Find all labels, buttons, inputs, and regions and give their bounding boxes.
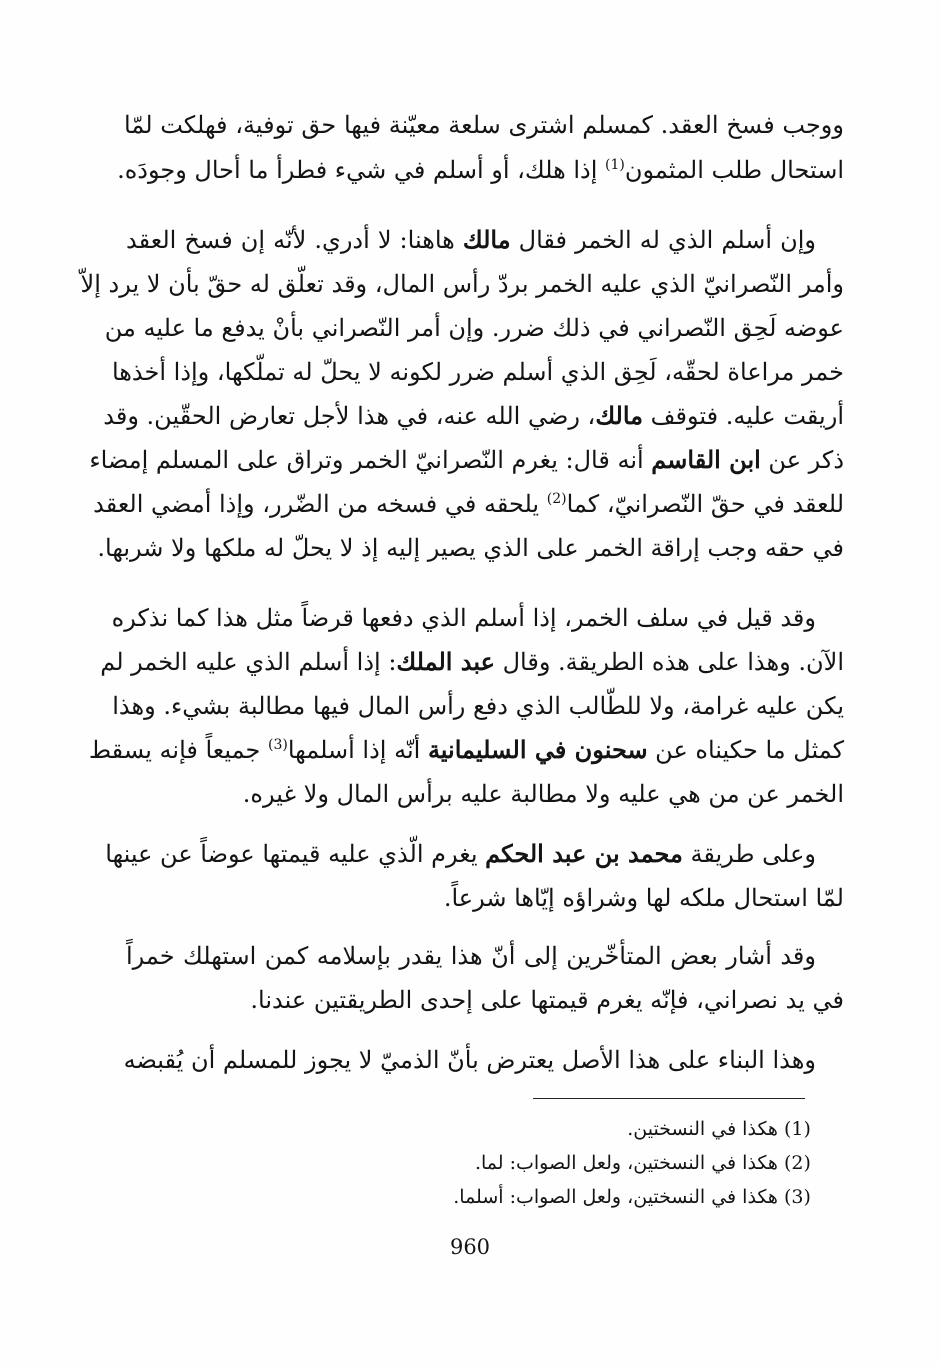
text-line xyxy=(126,936,816,976)
text-run: يلحقه في فسخه من الضّرر، وإذا أمضي العقد xyxy=(93,490,547,518)
footnote-number: (3) xyxy=(784,1186,811,1208)
text-run: ذكر عن xyxy=(760,446,844,474)
text-run: خمر مراعاة لحقّه، لَحِق الذي أسلم ضرر لكونه لا يحلّ له تملّكها، وإذا أخذها xyxy=(111,358,844,386)
text-run: ووجب فسخ العقد. كمسلم اشترى سلعة معيّنة فيها حق توفية، فهلكت لمّا xyxy=(124,111,844,139)
text-run: ، رضي الله عنه، في هذا لأجل تعارض الحقّين. وقد xyxy=(103,402,596,430)
text-line xyxy=(124,105,844,145)
name-highlight: مالك xyxy=(595,401,644,430)
text-run: وقد قيل في سلف الخمر، إذا أسلم الذي دفعها قرضاً مثل هذا كما نذكره xyxy=(111,604,816,632)
text-run: وعلى طريقة xyxy=(682,840,816,868)
text-run: وقد أشار بعض المتأخّرين إلى أنّ هذا يقدر بإسلامه كمن استهلك خمراً xyxy=(126,942,816,970)
footnote-ref: (3) xyxy=(267,737,288,753)
name-highlight: عبد الملك xyxy=(396,647,495,676)
text-line xyxy=(100,642,844,682)
footnote-number: (1) xyxy=(784,1118,811,1140)
text-run: : إذا أسلم الذي عليه الخمر لم xyxy=(100,648,397,676)
text-line xyxy=(123,1040,816,1080)
text-run: لمّا استحال ملكه لها وشراؤه إيّاها شرعاً. xyxy=(443,884,844,912)
text-run: جميعاً فإنه يسقط xyxy=(88,736,268,764)
footnote-text: هكذا في النسختين، ولعل الصواب: أسلما. xyxy=(453,1186,778,1208)
text-run: في حقه وجب إراقة الخمر على الذي يصير إليه إذ لا يحلّ له ملكها ولا شربها. xyxy=(97,534,844,562)
text-line xyxy=(88,730,844,770)
footnote-1 xyxy=(420,1114,820,1144)
text-line xyxy=(103,396,844,436)
text-line xyxy=(105,834,816,874)
text-run: استحال طلب المثمون xyxy=(624,156,844,184)
name-highlight: مالك xyxy=(462,225,511,254)
footnote-ref: (1) xyxy=(605,157,625,173)
text-run: عوضه لَحِق النّصراني في ذلك ضرر. وإن أمر النّصراني بأنْ يدفع ما عليه من xyxy=(104,314,844,342)
footnote-number: (2) xyxy=(784,1152,811,1174)
text-run: وإن أسلم الذي له الخمر فقال xyxy=(510,226,816,254)
text-line xyxy=(80,264,844,304)
text-line xyxy=(97,528,844,568)
footnote-2 xyxy=(420,1148,820,1178)
text-run: الخمر عن من هي عليه ولا مطالبة عليه برأس المال ولا غيره. xyxy=(242,780,844,808)
text-line xyxy=(111,352,844,392)
footnote-ref: (2) xyxy=(546,491,567,507)
text-line xyxy=(124,980,844,1020)
footnote-text: هكذا في النسختين. xyxy=(627,1118,778,1140)
text-run: أنه قال: يغرم النّصرانيّ الخمر وتراق على المسلم إمضاء xyxy=(89,446,652,474)
text-run: أريقت عليه. فتوقف xyxy=(643,402,844,430)
text-run: يغرم الّذي عليه قيمتها عوضاً عن عينها xyxy=(105,840,486,868)
text-line xyxy=(126,220,816,260)
text-line xyxy=(117,150,844,190)
text-line xyxy=(93,484,844,524)
name-highlight: ابن القاسم xyxy=(651,445,761,474)
footnote-text: هكذا في النسختين، ولعل الصواب: لما. xyxy=(474,1152,778,1174)
text-run: كمثل ما حكيناه عن xyxy=(647,736,844,764)
name-highlight: محمد بن عبد الحكم xyxy=(485,839,683,868)
text-line xyxy=(124,878,844,918)
text-run: وأمر النّصرانيّ الذي عليه الخمر بردّ رأس المال، وقد تعلّق له حقّ بأن لا يرد إلاّ xyxy=(80,270,844,298)
text-run: في يد نصراني، فإنّه يغرم قيمتها على إحدى الطريقتين عندنا. xyxy=(250,986,844,1014)
text-line xyxy=(104,308,844,348)
footnote-3 xyxy=(420,1182,820,1212)
text-line xyxy=(124,774,844,814)
footnote-separator xyxy=(533,1098,805,1099)
name-highlight: سحنون في السليمانية xyxy=(427,735,648,764)
text-line xyxy=(89,440,844,480)
text-run: يكن عليه غرامة، ولا للطّالب الذي دفع رأس المال فيها مطالبة بشيء. وهذا xyxy=(112,692,844,720)
text-run: أنّه إذا أسلمها xyxy=(287,736,428,764)
text-run: للعقد في حقّ النّصرانيّ، كما xyxy=(566,490,844,518)
text-run: الآن. وهذا على هذه الطريقة. وقال xyxy=(494,648,844,676)
text-run: إذا هلك، أو أسلم في شيء فطرأ ما أحال وجودَه. xyxy=(117,156,605,184)
page-number: 960 xyxy=(449,1235,491,1259)
text-line xyxy=(111,598,816,638)
text-run: هاهنا: لا أدري. لأنّه إن فسخ العقد xyxy=(126,226,463,254)
text-run: وهذا البناء على هذا الأصل يعترض بأنّ الذميّ لا يجوز للمسلم أن يُقبضه xyxy=(123,1046,816,1074)
text-line xyxy=(112,686,844,726)
